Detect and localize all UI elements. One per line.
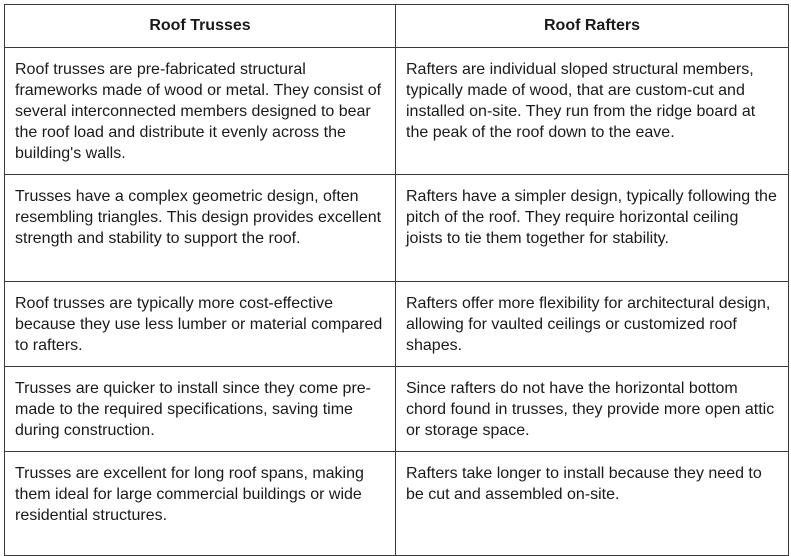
header-roof-rafters: Roof Rafters — [396, 5, 789, 48]
rafters-cell: Rafters are individual sloped structural members, typically made of wood, that are custom-cut and installed on-site. They run from the ridge board at the peak of the roof down to the eave. — [396, 48, 789, 175]
rafters-cell: Rafters have a simpler design, typically following the pitch of the roof. They require horizontal ceiling joists to tie them together for stability. — [396, 175, 789, 282]
rafters-cell: Since rafters do not have the horizontal bottom chord found in trusses, they provide more open attic or storage space. — [396, 367, 789, 452]
table-row — [5, 48, 789, 175]
rafters-cell: Rafters offer more flexibility for architectural design, allowing for vaulted ceilings or customized roof shapes. — [396, 282, 789, 367]
comparison-table-wrapper — [4, 4, 789, 556]
trusses-cell: Roof trusses are typically more cost-effective because they use less lumber or material compared to rafters. — [5, 282, 396, 367]
table-row — [5, 175, 789, 282]
trusses-cell: Trusses are quicker to install since they come pre-made to the required specifications, saving time during construction. — [5, 367, 396, 452]
trusses-cell: Trusses have a complex geometric design, often resembling triangles. This design provides excellent strength and stability to support the roof. — [5, 175, 396, 282]
header-row — [5, 5, 789, 48]
table-row — [5, 452, 789, 556]
comparison-table — [4, 4, 789, 556]
trusses-cell: Roof trusses are pre-fabricated structural frameworks made of wood or metal. They consist of several interconnected members designed to bear the roof load and distribute it evenly across the building's walls. — [5, 48, 396, 175]
trusses-cell: Trusses are excellent for long roof spans, making them ideal for large commercial buildings or wide residential structures. — [5, 452, 396, 556]
table-row — [5, 367, 789, 452]
table-row — [5, 282, 789, 367]
rafters-cell: Rafters take longer to install because they need to be cut and assembled on-site. — [396, 452, 789, 556]
header-roof-trusses: Roof Trusses — [5, 5, 396, 48]
